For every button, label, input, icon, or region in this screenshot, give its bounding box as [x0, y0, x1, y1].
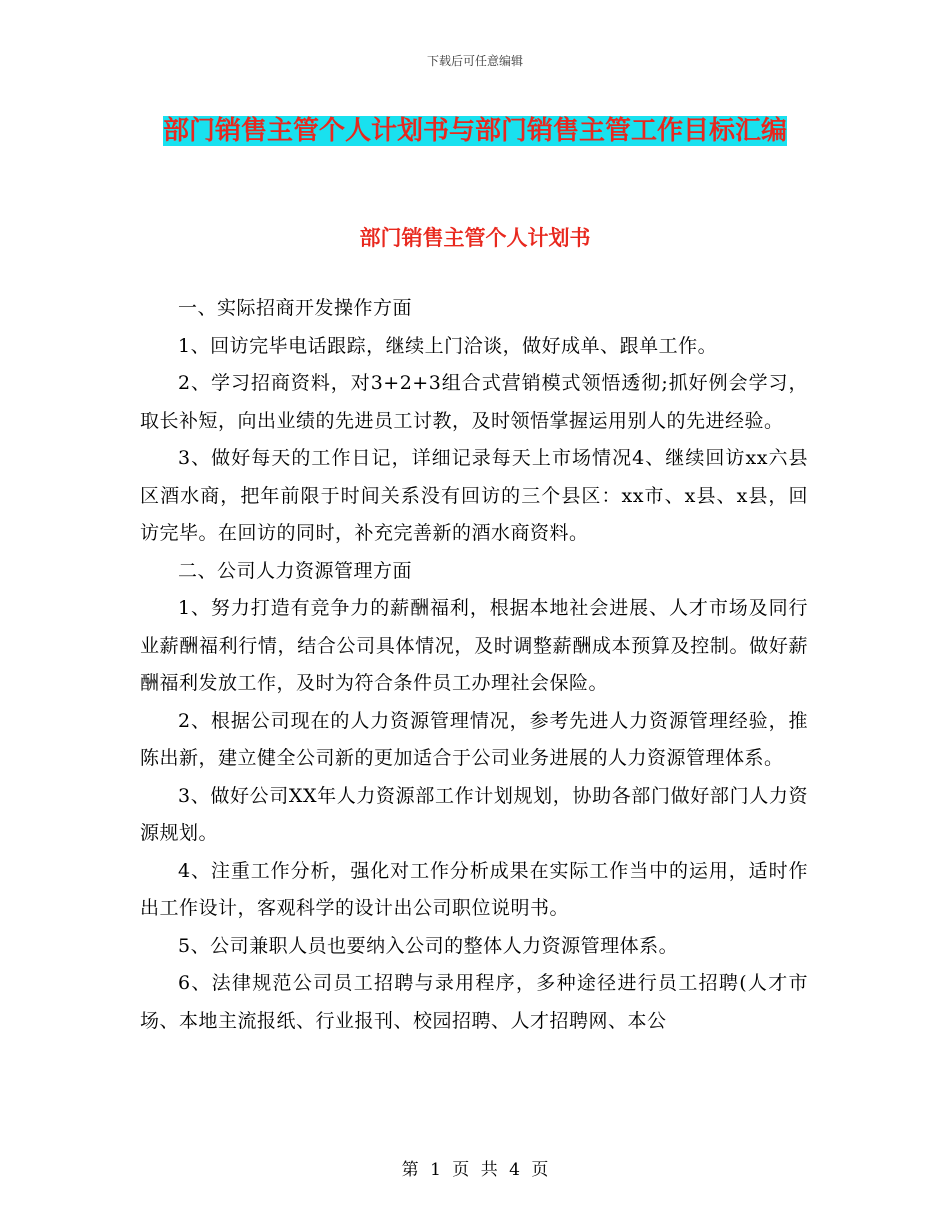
- page-header: 下载后可任意编辑: [426, 54, 523, 68]
- page-number: 第 1 页 共 4 页: [401, 1160, 549, 1180]
- paragraph: 2、根据公司现在的人力资源管理情况，参考先进人力资源管理经验，推陈出新，建立健全公司新的更加适合于公司业务进展的人力资源管理体系。: [140, 709, 808, 769]
- paragraph: 1、努力打造有竞争力的薪酬福利，根据本地社会进展、人才市场及同行业薪酬福利行情，结合公司具体情况，及时调整薪酬成本预算及控制。做好薪酬福利发放工作，及时为符合条件员工办理社会保险。: [140, 597, 808, 694]
- section-title: 部门销售主管个人计划书: [359, 225, 591, 250]
- paragraph: 3、做好公司XX年人力资源部工作计划规划，协助各部门做好部门人力资源规划。: [140, 784, 808, 844]
- paragraph: 二、公司人力资源管理方面: [178, 559, 413, 582]
- document-body: [140, 290, 808, 1040]
- document-title: [140, 108, 810, 154]
- paragraph: 6、法律规范公司员工招聘与录用程序，多种途径进行员工招聘(人才市场、本地主流报纸、行业报刊、校园招聘、人才招聘网、本公: [140, 972, 808, 1032]
- paragraph: 5、公司兼职人员也要纳入公司的整体人力资源管理体系。: [178, 934, 679, 957]
- document-title-text: 部门销售主管个人计划书与部门销售主管工作目标汇编: [162, 116, 787, 146]
- paragraph: 4、注重工作分析，强化对工作分析成果在实际工作当中的运用，适时作出工作设计，客观科学的设计出公司职位说明书。: [140, 859, 808, 919]
- paragraph: 一、实际招商开发操作方面: [178, 297, 413, 319]
- paragraph: 1、回访完毕电话跟踪，继续上门洽谈，做好成单、跟单工作。: [178, 334, 718, 357]
- paragraph: 2、学习招商资料，对3+2+3组合式营销模式领悟透彻;抓好例会学习，取长补短，向出业绩的先进员工讨教，及时领悟掌握运用别人的先进经验。: [140, 372, 808, 432]
- paragraph: 3、做好每天的工作日记，详细记录每天上市场情况4、继续回访xx六县区酒水商，把年前限于时间关系没有回访的三个县区：xx市、x县、x县，回访完毕。在回访的同时，补充完善新的酒水商资料。: [140, 447, 808, 544]
